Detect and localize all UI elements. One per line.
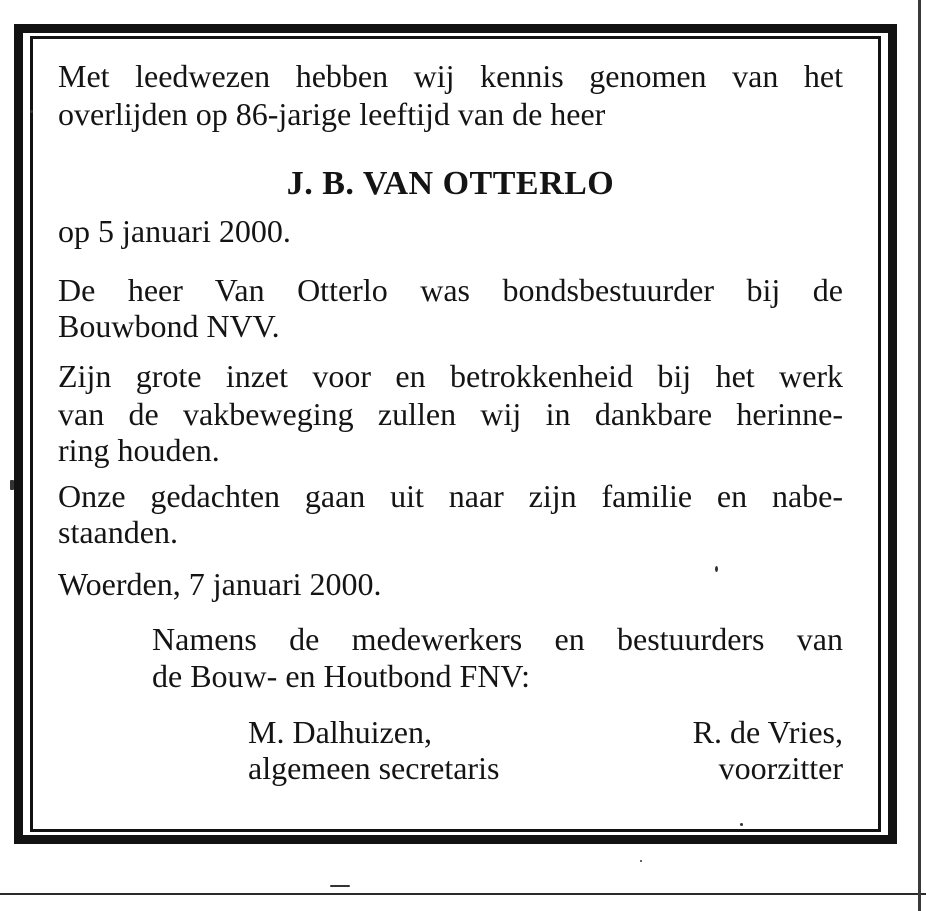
tribute-line-3: ring houden. bbox=[58, 432, 220, 468]
intro-line-1: Met leedwezen hebben wij kennis genomen van het bbox=[58, 58, 843, 94]
on-behalf-line-2: de Bouw- en Houtbond FNV: bbox=[152, 658, 531, 694]
tribute-line-2: van de vakbeweging zullen wij in dankbare herinne- bbox=[58, 396, 843, 432]
signatory-name: R. de Vries, bbox=[692, 714, 843, 750]
scan-speck bbox=[30, 110, 33, 113]
death-date: op 5 januari 2000. bbox=[58, 213, 291, 249]
deceased-name: J. B. VAN OTTERLO bbox=[286, 165, 615, 202]
signatory-title: algemeen secretaris bbox=[248, 750, 500, 786]
signatory-title: voorzitter bbox=[718, 750, 843, 786]
place-and-date: Woerden, 7 januari 2000. bbox=[58, 566, 382, 602]
intro-line-2: overlijden op 86-jarige leeftijd van de heer bbox=[58, 96, 606, 132]
scan-speck bbox=[740, 823, 743, 826]
scan-speck bbox=[715, 566, 718, 572]
scan-speck bbox=[330, 885, 350, 887]
bottom-rule-line bbox=[0, 893, 926, 895]
condolence-line-2: staanden. bbox=[58, 514, 178, 550]
tribute-line-1: Zijn grote inzet voor en betrokkenheid bij het werk bbox=[58, 358, 843, 394]
role-line-1: De heer Van Otterlo was bondsbestuurder bij de bbox=[58, 272, 843, 308]
page-edge-line bbox=[918, 0, 921, 911]
scan-speck bbox=[640, 860, 642, 862]
signatory-name: M. Dalhuizen, bbox=[248, 714, 432, 750]
condolence-line-1: Onze gedachten gaan uit naar zijn familie en nabe- bbox=[58, 478, 843, 514]
scan-speck bbox=[10, 480, 14, 490]
on-behalf-line-1: Namens de medewerkers en bestuurders van bbox=[152, 621, 843, 657]
role-line-2: Bouwbond NVV. bbox=[58, 308, 280, 344]
